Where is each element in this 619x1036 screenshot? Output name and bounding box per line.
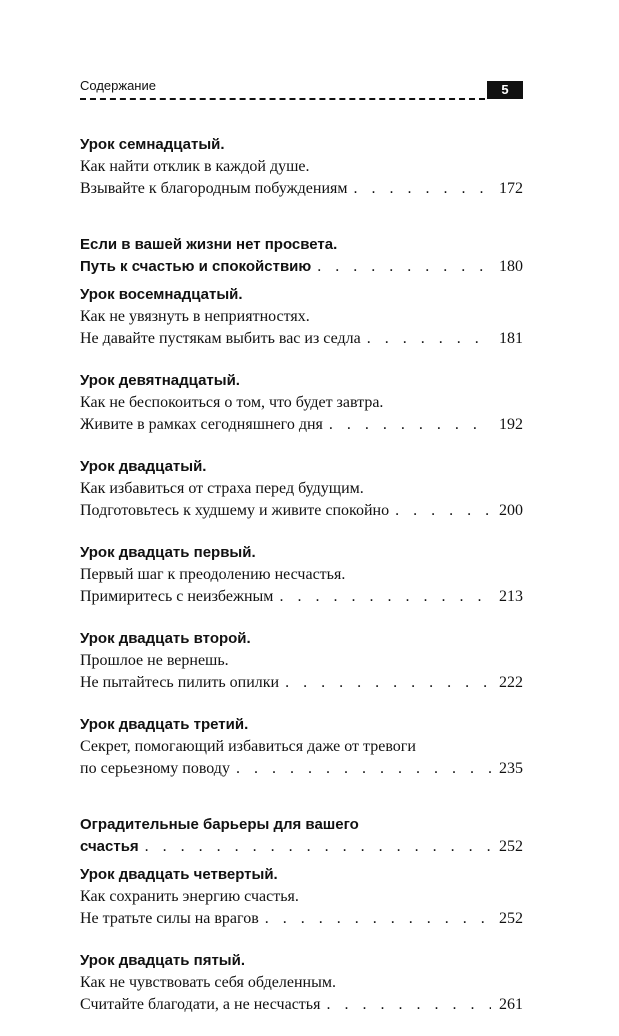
lesson-subtitle: Первый шаг к преодолению несчастья. <box>80 566 346 583</box>
section-title-last: счастья <box>80 838 139 855</box>
dot-leader <box>326 994 491 1016</box>
lesson-subtitle: Как избавиться от страха перед будущим. <box>80 480 364 497</box>
lesson-title: Урок девятнадцатый. <box>80 372 240 389</box>
lesson-title: Урок двадцатый. <box>80 458 207 475</box>
toc-leader-line <box>80 672 523 694</box>
page-ref: 252 <box>499 838 523 855</box>
lesson-subtitle: Секрет, помогающий избавиться даже от тревоги <box>80 738 416 755</box>
lesson-subtitle-last: Считайте благодати, а не несчастья <box>80 996 321 1013</box>
toc-leader-line <box>80 414 523 436</box>
dot-leader <box>285 672 491 694</box>
lesson-title: Урок двадцать четвертый. <box>80 866 278 883</box>
dot-leader <box>145 838 491 856</box>
lesson-subtitle-last: Не пытайтесь пилить опилки <box>80 674 280 691</box>
toc-leader-line <box>80 328 523 350</box>
page-ref: 180 <box>499 258 523 275</box>
lesson-subtitle-last: Не тратьте силы на врагов <box>80 910 259 927</box>
toc-entry-lesson-20[interactable] <box>80 456 523 522</box>
section-title-last: Путь к счастью и спокойствию <box>80 258 312 275</box>
page-number-badge: 5 <box>487 81 523 99</box>
lesson-subtitle: Прошлое не вернешь. <box>80 652 229 669</box>
toc-entry-section-2[interactable] <box>80 814 523 858</box>
toc-leader-line <box>80 758 523 780</box>
section-title: Оградительные барьеры для вашего <box>80 816 359 833</box>
toc-entry-lesson-21[interactable] <box>80 542 523 608</box>
page-ref: 213 <box>499 588 523 605</box>
header-dashed-rule <box>80 98 485 100</box>
lesson-subtitle: Как найти отклик в каждой душе. <box>80 158 310 175</box>
page-ref: 192 <box>499 416 523 433</box>
lesson-title: Урок двадцать третий. <box>80 716 249 733</box>
table-of-contents <box>80 134 523 1036</box>
toc-entry-section-1[interactable] <box>80 234 523 278</box>
section-title: Если в вашей жизни нет просвета. <box>80 236 338 253</box>
book-page <box>80 78 523 1013</box>
page-ref: 222 <box>499 674 523 691</box>
dot-leader <box>367 328 491 350</box>
page-ref: 235 <box>499 760 523 777</box>
lesson-subtitle-last: по серьезному поводу <box>80 760 230 777</box>
page-ref: 200 <box>499 502 523 519</box>
lesson-title: Урок двадцать первый. <box>80 544 256 561</box>
toc-leader-line <box>80 256 523 278</box>
lesson-title: Урок двадцать пятый. <box>80 952 246 969</box>
lesson-subtitle: Как сохранить энергию счастья. <box>80 888 299 905</box>
dot-leader <box>265 908 491 930</box>
lesson-subtitle: Как не чувствовать себя обделенным. <box>80 974 336 991</box>
lesson-subtitle: Как не беспокоиться о том, что будет завтра. <box>80 394 384 411</box>
toc-leader-line <box>80 836 523 858</box>
lesson-subtitle: Как не увязнуть в неприятностях. <box>80 308 310 325</box>
running-header <box>80 78 523 102</box>
dot-leader <box>395 500 491 522</box>
lesson-title: Урок двадцать второй. <box>80 630 251 647</box>
toc-leader-line <box>80 586 523 608</box>
toc-leader-line <box>80 178 523 200</box>
lesson-title: Урок восемнадцатый. <box>80 286 243 303</box>
lesson-subtitle-last: Подготовьтесь к худшему и живите спокойно <box>80 502 390 519</box>
toc-entry-lesson-24[interactable] <box>80 864 523 930</box>
dot-leader <box>354 178 491 200</box>
toc-entry-lesson-18[interactable] <box>80 284 523 350</box>
lesson-subtitle-last: Взывайте к благородным побуждениям <box>80 180 348 197</box>
running-header-title: Содержание <box>80 78 156 93</box>
toc-entry-lesson-25[interactable] <box>80 950 523 1016</box>
toc-entry-lesson-23[interactable] <box>80 714 523 780</box>
page-ref: 252 <box>499 910 523 927</box>
page-ref: 261 <box>499 996 523 1013</box>
lesson-title: Урок семнадцатый. <box>80 136 225 153</box>
toc-leader-line <box>80 994 523 1016</box>
dot-leader <box>279 586 491 608</box>
toc-entry-lesson-22[interactable] <box>80 628 523 694</box>
toc-leader-line <box>80 908 523 930</box>
toc-entry-lesson-19[interactable] <box>80 370 523 436</box>
dot-leader <box>329 414 491 436</box>
page-ref: 181 <box>499 330 523 347</box>
lesson-subtitle-last: Примиритесь с неизбежным <box>80 588 274 605</box>
page-ref: 172 <box>499 180 523 197</box>
toc-leader-line <box>80 500 523 522</box>
lesson-subtitle-last: Живите в рамках сегодняшнего дня <box>80 416 323 433</box>
toc-entry-lesson-17[interactable] <box>80 134 523 200</box>
lesson-subtitle-last: Не давайте пустякам выбить вас из седла <box>80 330 361 347</box>
dot-leader <box>236 758 491 780</box>
dot-leader <box>317 258 491 276</box>
